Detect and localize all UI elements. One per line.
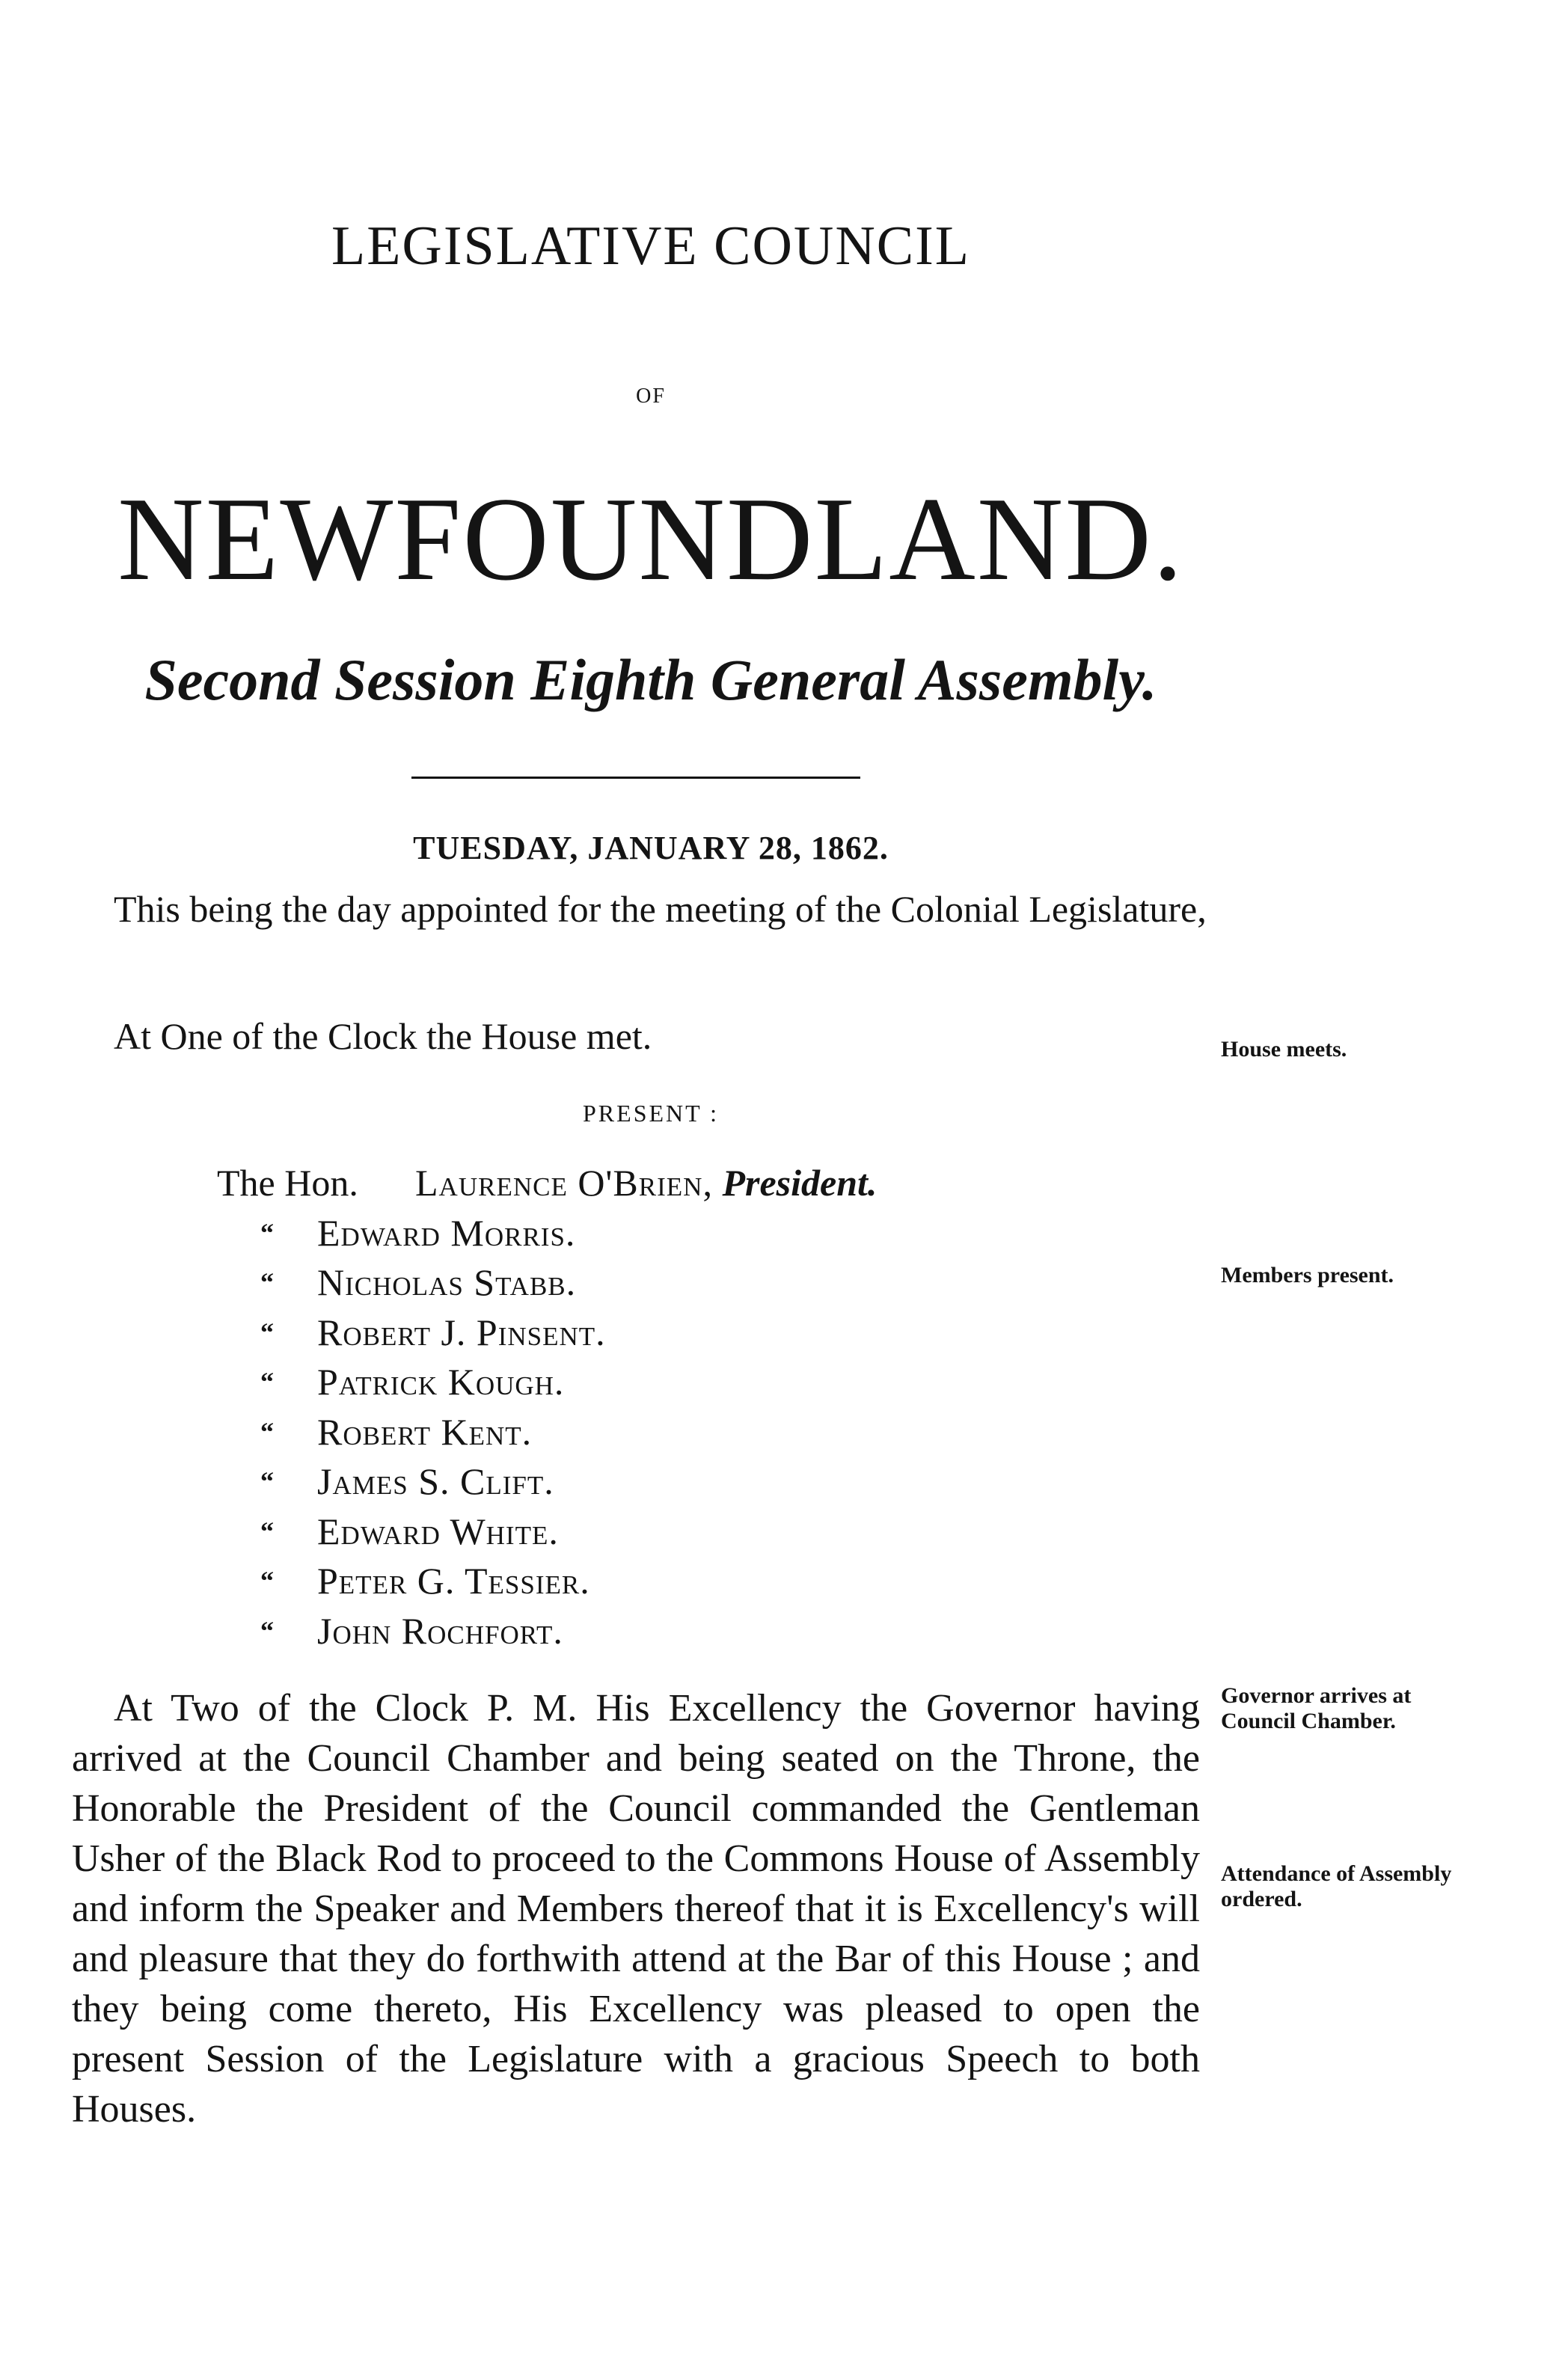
- sitting-date: TUESDAY, JANUARY 28, 1862.: [413, 830, 889, 866]
- ditto-mark: “: [260, 1217, 274, 1248]
- divider-rule: [411, 777, 860, 779]
- house-met-line: At One of the Clock the House met.: [114, 1015, 652, 1057]
- ditto-mark: “: [260, 1416, 274, 1447]
- members-list: [217, 1158, 877, 1656]
- member-row: [217, 1606, 877, 1656]
- president-row: [217, 1158, 877, 1208]
- ditto-mark: “: [260, 1615, 274, 1646]
- ditto-mark: “: [260, 1267, 274, 1297]
- ditto-mark: “: [260, 1566, 274, 1596]
- governor-paragraph: At Two of the Clock P. M. His Excellency the Governor having arrived at the Council Chamber and being seated on the Throne, the Honorable the President of the Council commanded the Gentleman Usher of the Black Rod to proceed to the Commons House of Assembly and inform the Speaker and Members thereof that it is Excellency's will and pleasure that they do forthwith attend at the Bar of this House ; and they being come thereto, His Excellency was pleased to open the present Session of the Legislature with a gracious Speech to both Houses.: [72, 1687, 1200, 2131]
- ditto-mark: “: [260, 1367, 274, 1397]
- president-name: Laurence O'Brien,: [415, 1162, 713, 1204]
- member-row: [217, 1457, 877, 1507]
- title-of: OF: [636, 385, 666, 408]
- opening-paragraph: This being the day appointed for the meeting of the Colonial Legislature,: [114, 888, 1207, 930]
- margin-note-house-meets: House meets.: [1221, 1037, 1347, 1062]
- title-newfoundland: NEWFOUNDLAND.: [117, 472, 1184, 605]
- member-name: Robert J. Pinsent.: [317, 1311, 606, 1353]
- margin-note-members-present: Members present.: [1221, 1263, 1394, 1287]
- member-row: [217, 1407, 877, 1457]
- ditto-mark: “: [260, 1466, 274, 1496]
- member-row: [217, 1507, 877, 1557]
- member-name: Nicholas Stabb.: [317, 1261, 577, 1303]
- member-row: [217, 1208, 877, 1258]
- member-name: Edward Morris.: [317, 1211, 576, 1254]
- session-subtitle: Second Session Eighth General Assembly.: [144, 647, 1157, 712]
- president-title: President.: [722, 1162, 878, 1204]
- title-legislative-council: LEGISLATIVE COUNCIL: [331, 215, 970, 277]
- member-name: Peter G. Tessier.: [317, 1560, 590, 1602]
- member-row: [217, 1556, 877, 1606]
- member-row: [217, 1308, 877, 1358]
- member-name: Robert Kent.: [317, 1410, 533, 1453]
- present-heading: PRESENT :: [583, 1100, 719, 1127]
- member-row: [217, 1258, 877, 1308]
- member-name: Patrick Kough.: [317, 1361, 565, 1403]
- member-name: James S. Clift.: [317, 1460, 554, 1502]
- president-prefix: The Hon.: [217, 1162, 358, 1204]
- member-name: Edward White.: [317, 1510, 559, 1552]
- margin-note-governor-arrives: Governor arrives at Council Chamber.: [1221, 1683, 1412, 1733]
- ditto-mark: “: [260, 1516, 274, 1546]
- member-row: [217, 1357, 877, 1407]
- member-name: John Rochfort.: [317, 1609, 563, 1652]
- margin-note-attendance-ordered: Attendance of Assembly ordered.: [1221, 1861, 1452, 1911]
- ditto-mark: “: [260, 1317, 274, 1347]
